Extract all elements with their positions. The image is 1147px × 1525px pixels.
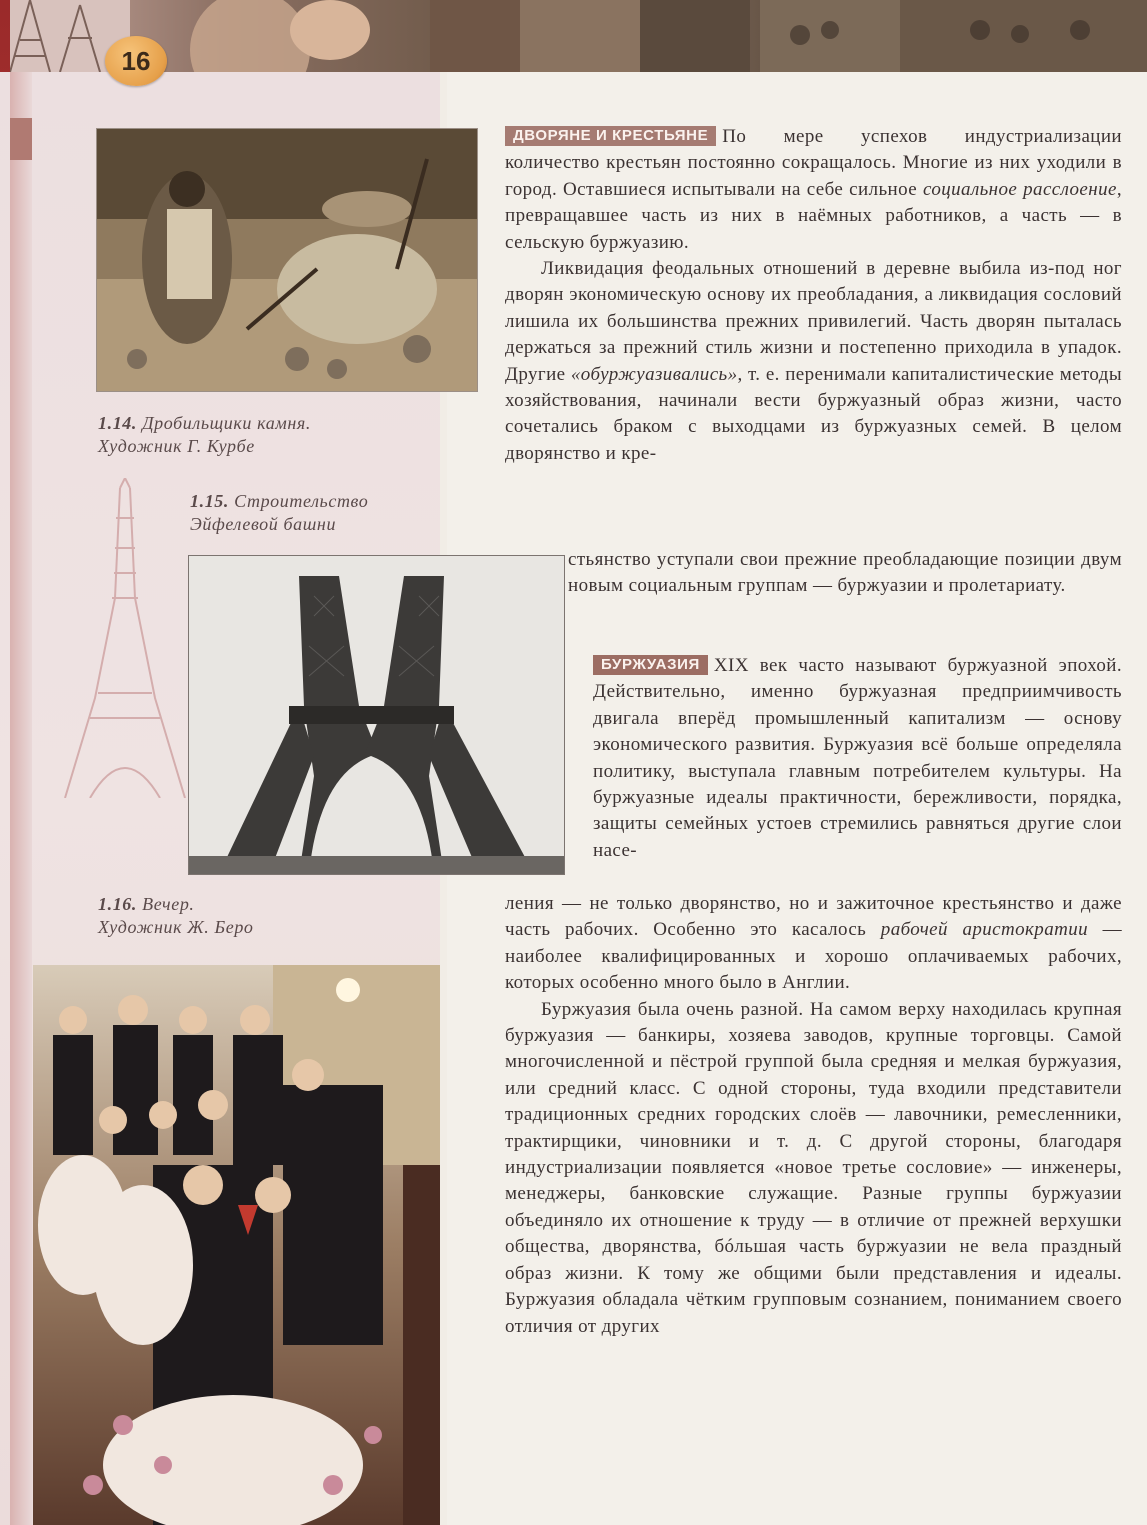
section-nobles-peasants-continuation	[568, 547, 1122, 600]
evening-party-painting	[33, 965, 440, 1525]
caption-number: 1.14.	[98, 413, 137, 433]
section-bourgeoisie-paragraph-2: Буржуазия была очень разной. На самом верху находилась крупная буржуазия — банкиры, хозяева заводов, крупные торговцы. Самой многочисленной и пёстрой группой была средняя и мелкая буржуазия, или средний класс. С одной стороны, туда входили представители традиционных средних городских слоёв — лавочники, ремесленники, трактирщики, чиновники и т. д. С другой стороны, благодаря индустриализации появляется «новое третье сословие» — инженеры, менеджеры, банковские служащие. Разные группы буржуазии объединяло их отношение к труду — в отличие от прежней верхушки общества, дворянства, бóльшая часть буржуазии не вела праздный образ жизни. К тому же общими были представления и идеалы. Буржуазия обладала чётким групповым сознанием, пониманием своего отличия от других	[505, 998, 1122, 1337]
eiffel-tower-watermark	[50, 478, 200, 798]
paragraph-text: , превращавшее часть из них в наёмных работников, а часть — в сельскую буржуазию.	[505, 178, 1122, 253]
section-bourgeoisie-paragraph-1	[593, 653, 1122, 864]
section-nobles-peasants-paragraph-2	[505, 256, 1122, 467]
caption-number: 1.16.	[98, 894, 137, 914]
paragraph-text: — наиболее квалифицированных и хорошо оплачиваемых рабочих, которых особенно много было в Англии.	[505, 919, 1122, 994]
caption-title: Вечер.	[142, 894, 195, 914]
section-bourgeoisie-intro	[593, 653, 1122, 864]
section-nobles-peasants-paragraph-1	[505, 124, 1122, 256]
caption-subtitle: Эйфелевой башни	[190, 514, 337, 534]
paragraph-text: Ликвидация феодальных отношений в деревне выбила из-под ног дворян экономическую основу их преобладания, а ликвидация сословий лишила их большинства прежних привилегий. Часть дворян пыталась держаться за прежний стиль жизни и постепенно приходила в упадок. Другие	[505, 258, 1122, 385]
stone-breakers-painting	[97, 129, 477, 391]
section-nobles-peasants-body	[505, 124, 1122, 467]
section-tab-marker	[10, 118, 32, 160]
paragraph-text: стьянство уступали свои прежние преобладающие позиции двум новым социальным группам — буржуазии и пролетариату.	[568, 549, 1122, 597]
emphasized-term: социальное расслоение	[922, 178, 1117, 200]
section-bourgeoisie-body	[505, 891, 1122, 1340]
figure-1-14-stone-breakers	[96, 128, 478, 392]
paragraph-text: XIX век часто называют буржуазной эпохой. Действительно, именно буржуазная предприимчивость двигала вперёд промышленный капитализм — основу экономического развития. Буржуазия всё больше определяла политику, выступала главным потребителем культуры. На буржуазные идеалы практичности, бережливости, порядка, защиты семейных устоев стремились равняться другие слои насе-	[593, 655, 1122, 861]
caption-author: Художник Ж. Беро	[98, 917, 254, 937]
emphasized-term: «обуржуазивались»	[570, 363, 738, 385]
banner-collage-art	[0, 0, 1147, 72]
caption-figure-1-14	[98, 412, 418, 458]
page-number: 16	[105, 36, 167, 86]
eiffel-construction-photo	[189, 556, 564, 874]
paragraph-text: По мере успехов индустриализации количество крестьян постоянно сокращалось. Многие из них уходили в город. Оставшиеся испытывали на себе сильное	[505, 126, 1122, 200]
caption-figure-1-15	[190, 490, 440, 536]
sidebar-inner-stripe	[10, 72, 32, 1525]
caption-title: Строительство	[234, 491, 369, 511]
section-heading-nobles-peasants: ДВОРЯНЕ И КРЕСТЬЯНЕ	[505, 126, 716, 146]
top-banner-collage	[0, 0, 1147, 72]
paragraph-text: ления — не только дворянство, но и зажиточное крестьянство и даже часть рабочих. Особенно это касалось	[505, 893, 1122, 941]
figure-1-16-evening-painting	[33, 965, 440, 1525]
figure-1-15-eiffel-construction	[188, 555, 565, 875]
section-heading-bourgeoisie: БУРЖУАЗИЯ	[593, 655, 708, 675]
section-bourgeoisie-paragraph-1-continued	[505, 891, 1122, 997]
emphasized-term: рабочей аристократии	[880, 919, 1089, 941]
caption-number: 1.15.	[190, 491, 229, 511]
paragraph-text: , т. е. перенимали капиталистические методы хозяйствования, начинали вести буржуазный образ жизни, часто сочетались браком с выходцами из буржуазных семей. В целом дворянство и кре-	[505, 363, 1123, 464]
caption-title: Дробильщики камня.	[142, 413, 311, 433]
caption-figure-1-16	[98, 893, 398, 939]
caption-author: Художник Г. Курбе	[98, 436, 255, 456]
